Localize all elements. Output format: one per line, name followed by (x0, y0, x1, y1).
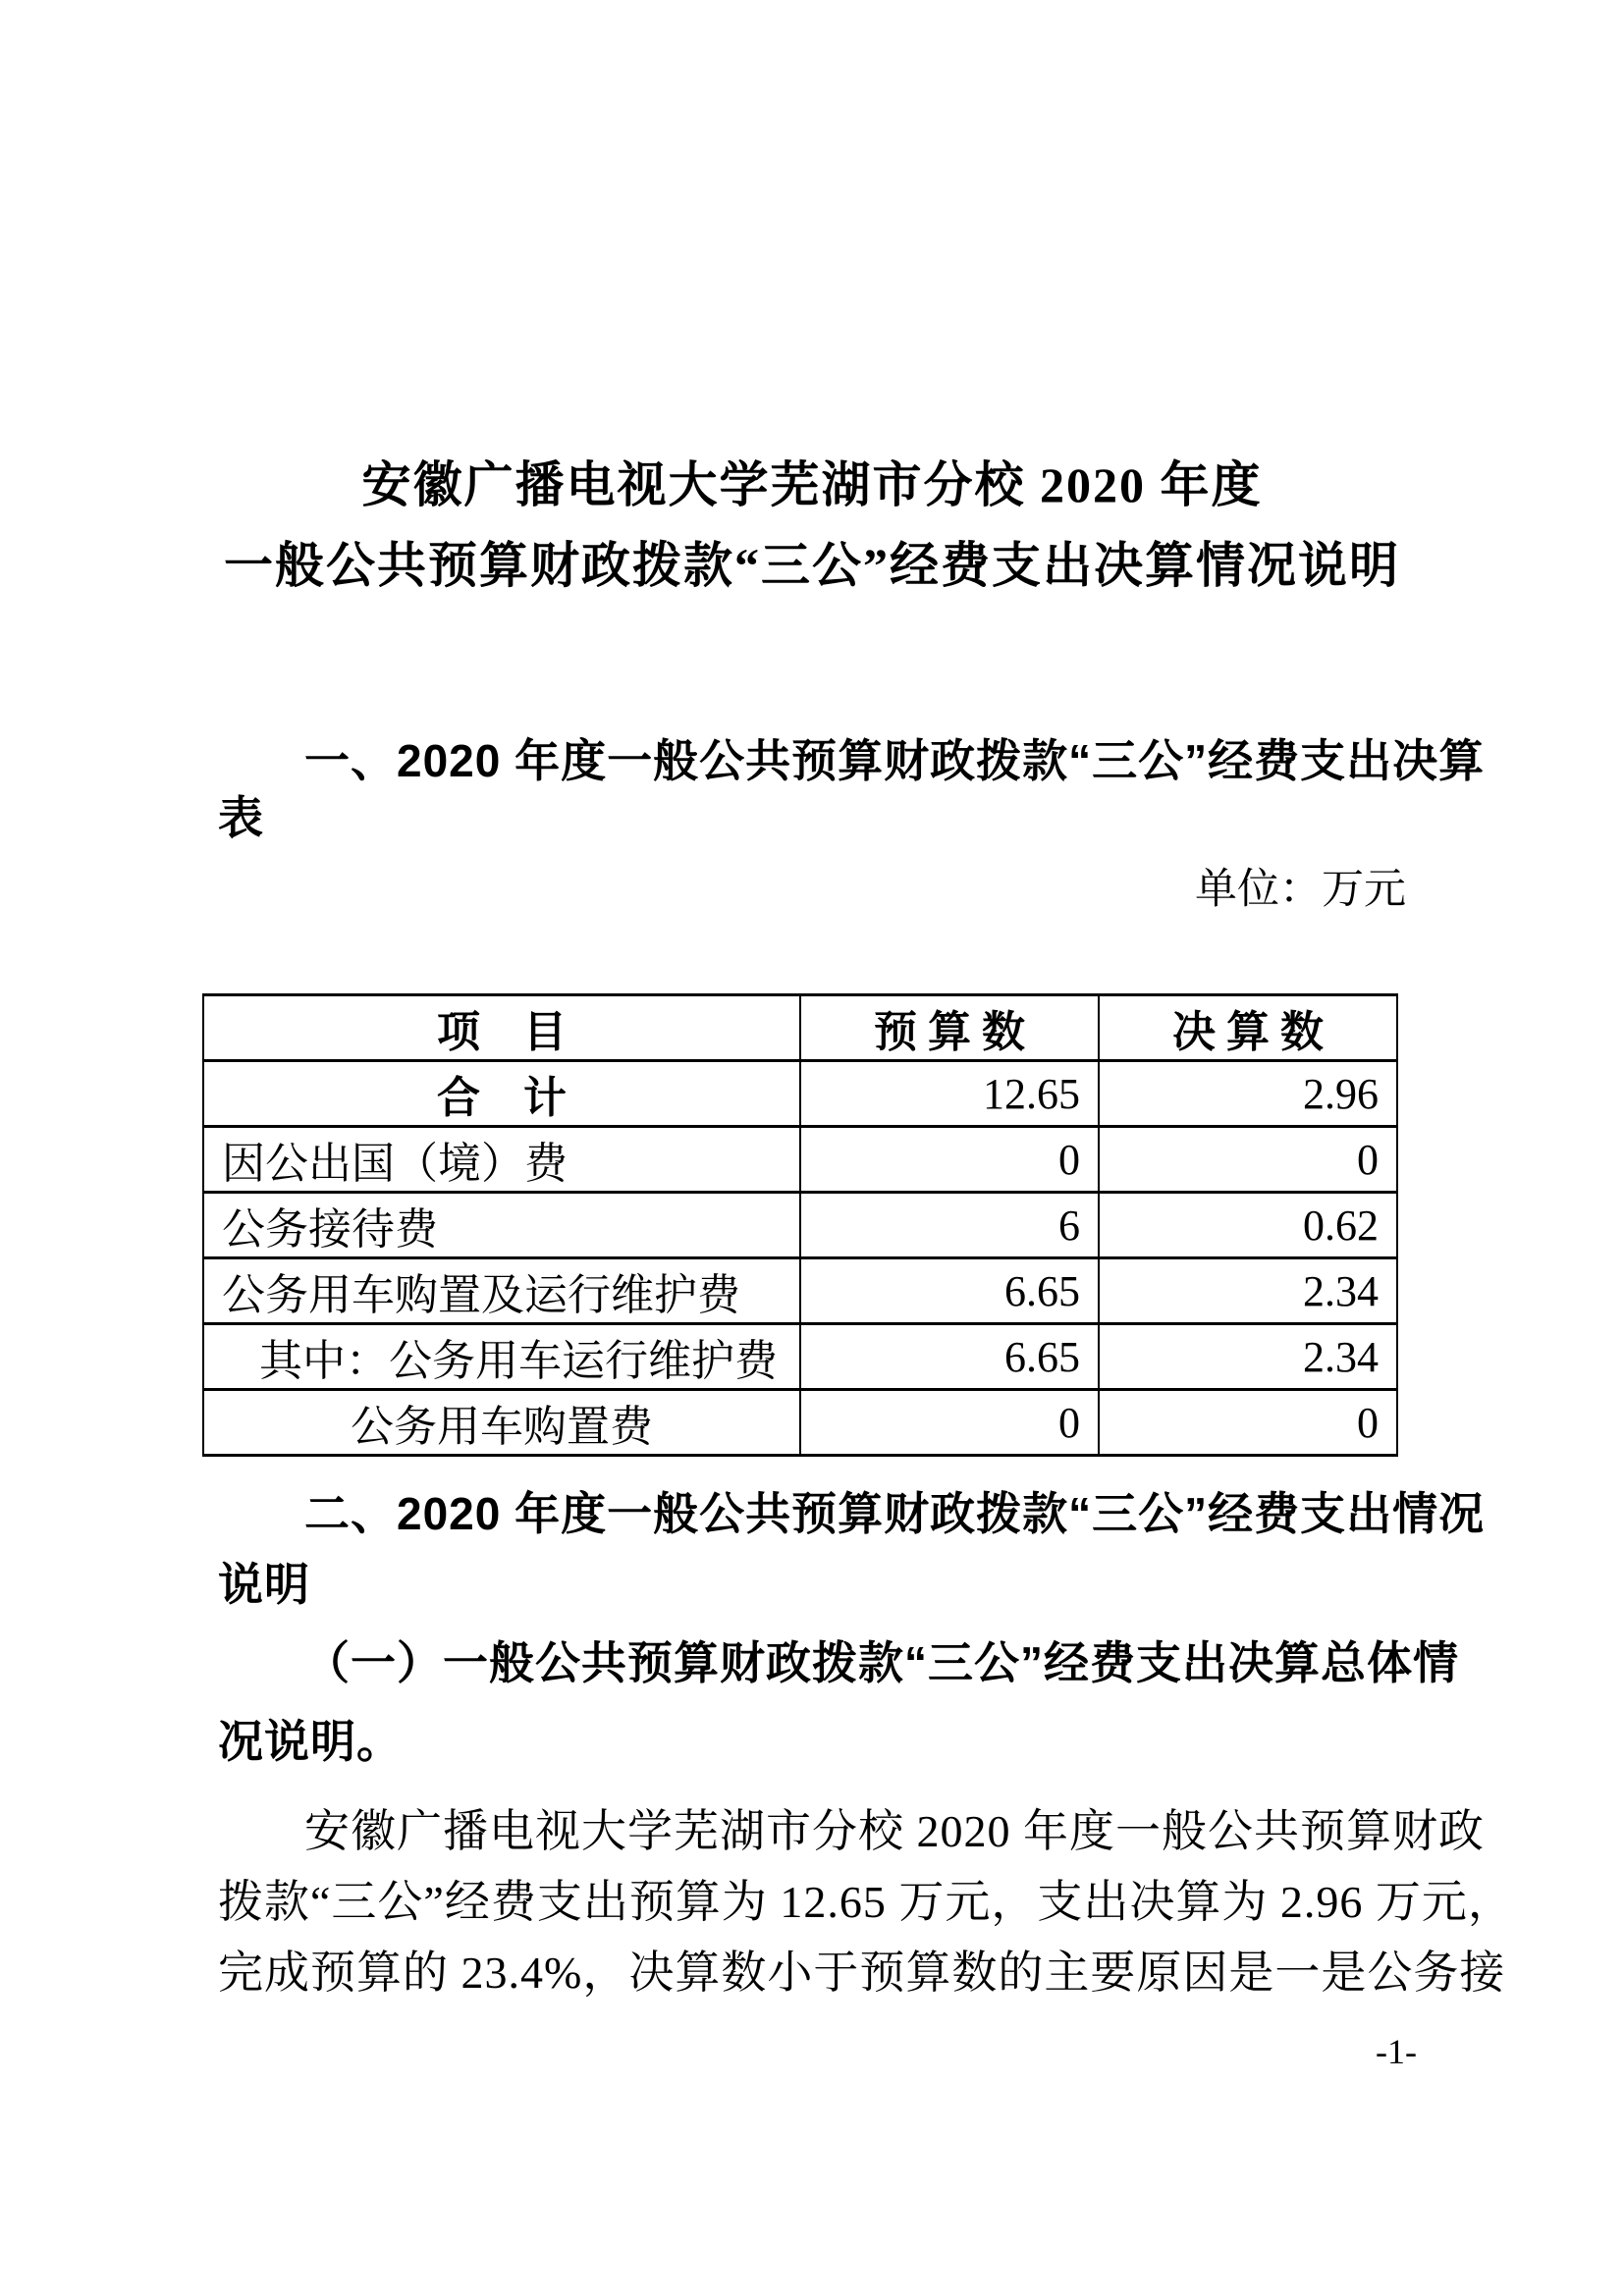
column-header-final: 决 算 数 (1099, 995, 1397, 1061)
table-row (203, 1127, 1397, 1193)
row-final-value: 2.34 (1099, 1324, 1397, 1390)
row-item-label: 因公出国（境）费 (203, 1127, 800, 1193)
page-number: -1- (1376, 2032, 1417, 2071)
row-budget-value: 0 (800, 1127, 1099, 1193)
row-budget-value: 6.65 (800, 1258, 1099, 1324)
row-final-value: 2.96 (1099, 1061, 1397, 1127)
row-budget-value: 6.65 (800, 1324, 1099, 1390)
paragraph-line3: 完成预算的 23.4%，决算数小于预算数的主要原因是一是公务接 (218, 1948, 1506, 1998)
subsection-one-heading-line1: （一）一般公共预算财政拨款“三公”经费支出决算总体情 (304, 1637, 1459, 1688)
table-row (203, 1061, 1397, 1127)
row-item-label: 合 计 (203, 1061, 800, 1127)
paragraph-line2: 拨款“三公”经费支出预算为 12.65 万元，支出决算为 2.96 万元， (218, 1877, 1514, 1927)
row-budget-value: 12.65 (800, 1061, 1099, 1127)
section-one-heading-line1: 一、2020 年度一般公共预算财政拨款“三公”经费支出决算 (304, 735, 1486, 786)
table-row (203, 1324, 1397, 1390)
three-public-expense-table (202, 993, 1398, 1457)
document-title-line2: 一般公共预算财政拨款“三公”经费支出决算情况说明 (224, 538, 1400, 593)
row-final-value: 0 (1099, 1390, 1397, 1456)
row-item-label: 公务用车购置及运行维护费 (203, 1258, 800, 1324)
table-unit-note: 单位：万元 (1195, 867, 1406, 913)
table-row (203, 1193, 1397, 1258)
row-final-value: 2.34 (1099, 1258, 1397, 1324)
paragraph-line1: 安徽广播电视大学芜湖市分校 2020 年度一般公共预算财政 (304, 1806, 1485, 1856)
row-final-value: 0.62 (1099, 1193, 1397, 1258)
document-title-line1: 安徽广播电视大学芜湖市分校 2020 年度 (361, 457, 1263, 512)
row-item-label: 公务用车购置费 (203, 1390, 800, 1456)
table-row (203, 1258, 1397, 1324)
column-header-budget: 预 算 数 (800, 995, 1099, 1061)
table-header-row (203, 995, 1397, 1061)
subsection-one-heading-line2: 况说明。 (218, 1716, 403, 1767)
section-two-heading-line1: 二、2020 年度一般公共预算财政拨款“三公”经费支出情况 (304, 1488, 1486, 1539)
column-header-item: 项 目 (203, 995, 800, 1061)
row-final-value: 0 (1099, 1127, 1397, 1193)
row-budget-value: 6 (800, 1193, 1099, 1258)
table-row (203, 1390, 1397, 1456)
row-item-label: 公务接待费 (203, 1193, 800, 1258)
section-one-heading-line2: 表 (218, 792, 264, 843)
row-item-label: 其中：公务用车运行维护费 (203, 1324, 800, 1390)
section-two-heading-line2: 说明 (218, 1559, 310, 1610)
row-budget-value: 0 (800, 1390, 1099, 1456)
